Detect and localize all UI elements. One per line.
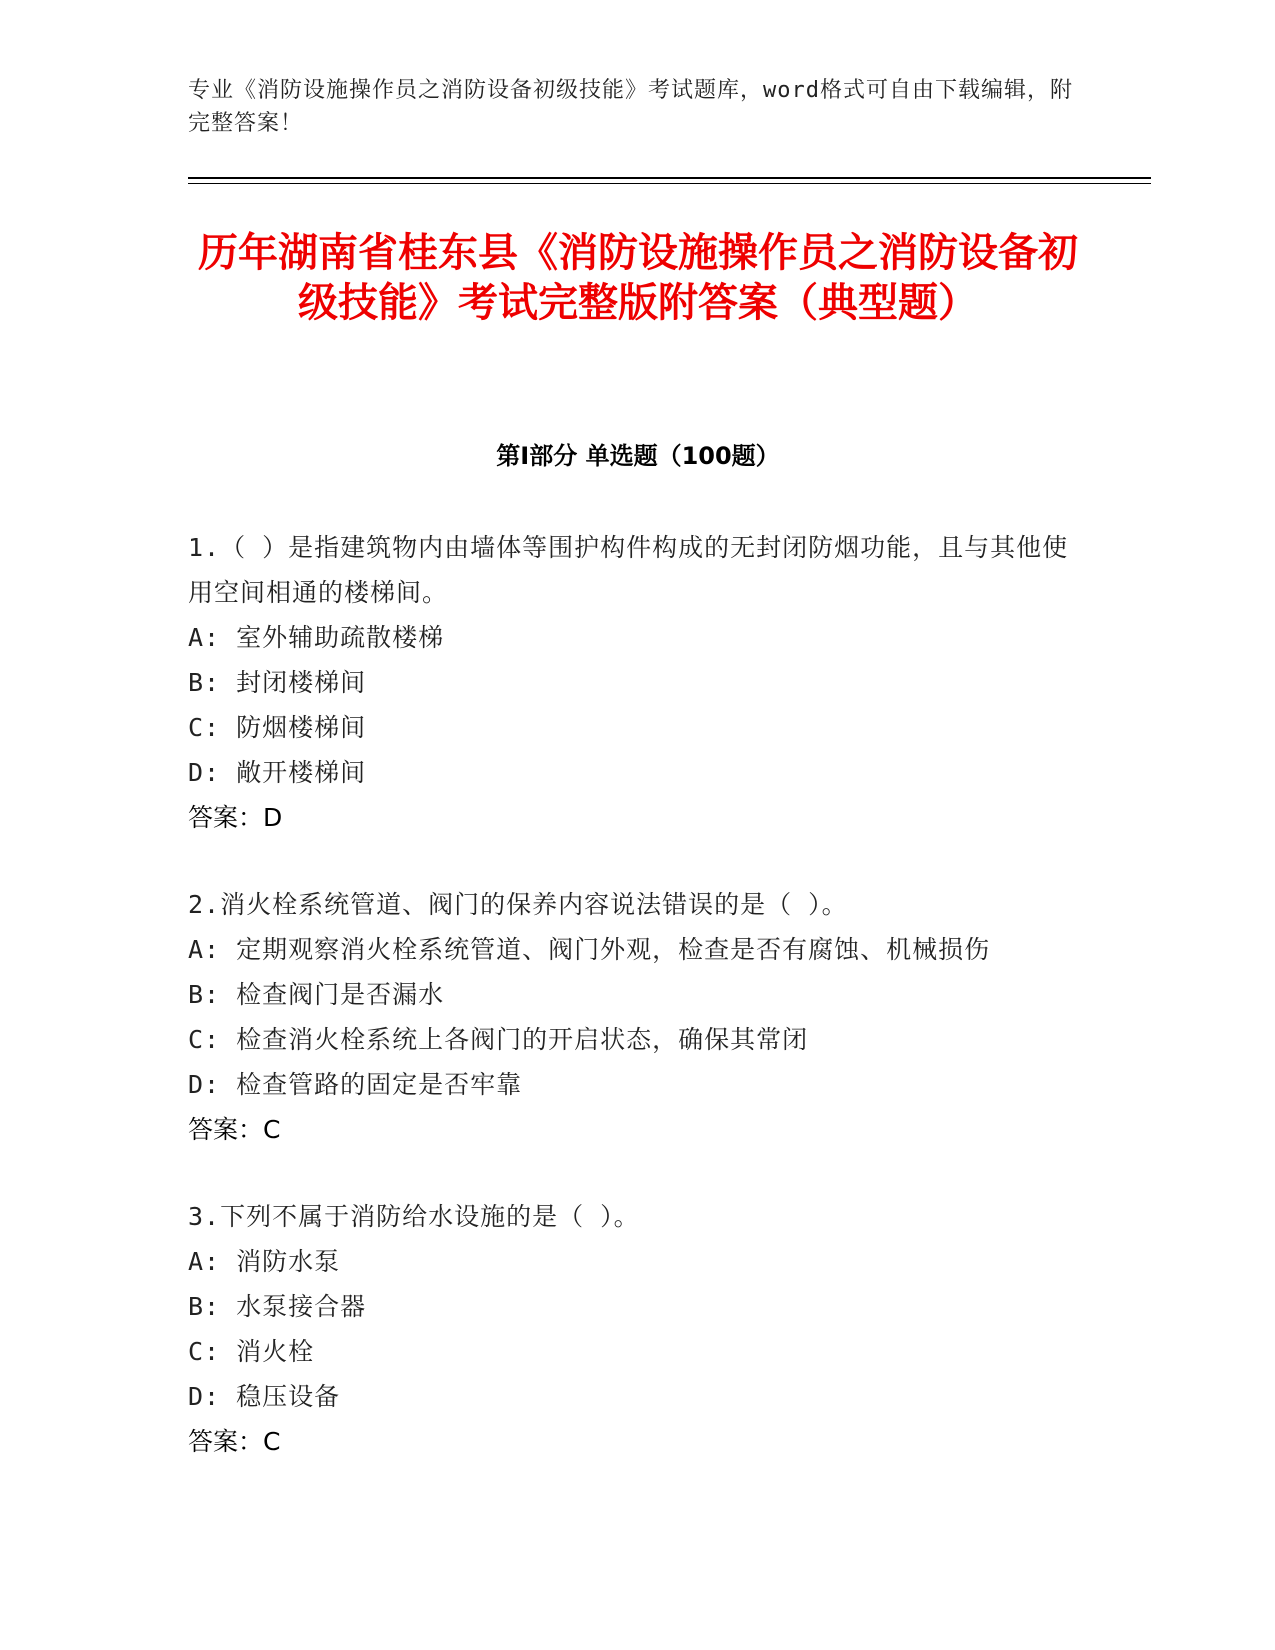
option-b: B: 检查阀门是否漏水 <box>188 980 445 1009</box>
question-3 <box>188 1194 1088 1464</box>
question-2 <box>188 882 1088 1152</box>
option-d: D: 检查管路的固定是否牢靠 <box>188 1070 523 1099</box>
header-rule-thick <box>188 177 1151 179</box>
option-d: D: 稳压设备 <box>188 1382 341 1411</box>
header-rule-thin <box>188 183 1151 184</box>
option-c: C: 消火栓 <box>188 1337 315 1366</box>
option-c: C: 防烟楼梯间 <box>188 713 367 742</box>
header-note: 专业《消防设施操作员之消防设备初级技能》考试题库，word格式可自由下载编辑，附完整答案！ <box>188 78 1073 136</box>
question-list <box>188 525 1088 1506</box>
answer: 答案：D <box>188 803 283 832</box>
answer: 答案：C <box>188 1115 281 1144</box>
option-a: A: 消防水泵 <box>188 1247 341 1276</box>
answer: 答案：C <box>188 1427 281 1456</box>
option-a: A: 定期观察消火栓系统管道、阀门外观，检查是否有腐蚀、机械损伤 <box>188 935 991 964</box>
document-title: 历年湖南省桂东县《消防设施操作员之消防设备初级技能》考试完整版附答案（典型题） <box>198 230 1078 326</box>
question-stem: 1.（ ）是指建筑物内由墙体等围护构件构成的无封闭防烟功能，且与其他使用空间相通的楼梯间。 <box>188 533 1069 607</box>
question-stem: 2.消火栓系统管道、阀门的保养内容说法错误的是（ ）。 <box>188 890 848 919</box>
option-b: B: 封闭楼梯间 <box>188 668 367 697</box>
question-1 <box>188 525 1088 840</box>
option-d: D: 敞开楼梯间 <box>188 758 367 787</box>
option-a: A: 室外辅助疏散楼梯 <box>188 623 445 652</box>
section-title: 第Ⅰ部分 单选题（100题） <box>496 442 780 470</box>
option-c: C: 检查消火栓系统上各阀门的开启状态，确保其常闭 <box>188 1025 809 1054</box>
question-stem: 3.下列不属于消防给水设施的是（ ）。 <box>188 1202 640 1231</box>
option-b: B: 水泵接合器 <box>188 1292 367 1321</box>
